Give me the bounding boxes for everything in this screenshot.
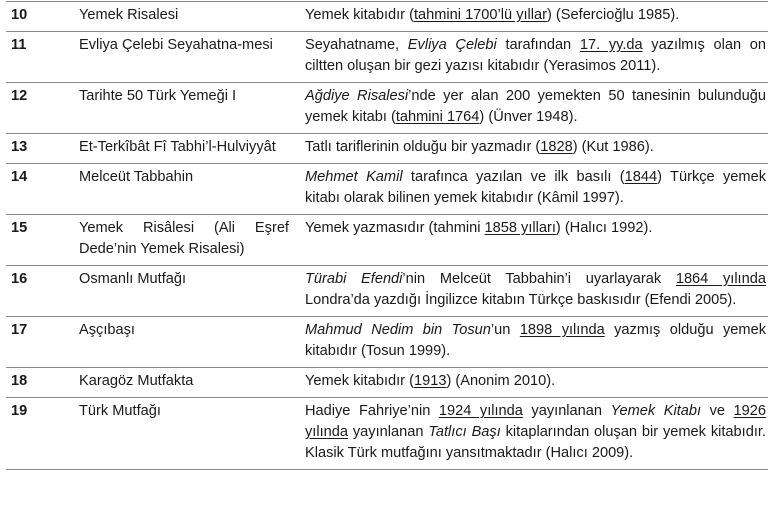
description-text: yazılmış olan on ciltten oluşan bir gezi yazısı kitabıdır (Yerasimos 2011). bbox=[305, 37, 766, 74]
book-description bbox=[293, 134, 768, 164]
description-text: ) (Kut 1986). bbox=[572, 139, 654, 155]
description-text: yayınlanan bbox=[348, 424, 429, 440]
table-row bbox=[6, 2, 768, 32]
book-description bbox=[293, 368, 768, 398]
book-title: Aşçıbaşı bbox=[79, 322, 135, 338]
table-row bbox=[6, 83, 768, 134]
row-number: 14 bbox=[11, 169, 28, 185]
book-description bbox=[293, 164, 768, 215]
row-number: 18 bbox=[11, 373, 28, 389]
description-text: yayınlanan bbox=[522, 403, 611, 419]
description-text: ) (Halıcı 1992). bbox=[555, 220, 653, 236]
description-text: ’un bbox=[490, 322, 520, 338]
date-highlight: 1844 bbox=[624, 169, 658, 185]
book-title: Yemek Risalesi bbox=[79, 7, 179, 23]
date-highlight: 1858 yılları bbox=[484, 220, 556, 236]
book-title: Türk Mutfağı bbox=[79, 403, 161, 419]
book-description bbox=[293, 32, 768, 83]
description-text: Yemek yazmasıdır (tahmini bbox=[305, 220, 485, 236]
book-description bbox=[293, 83, 768, 134]
table-row bbox=[6, 398, 768, 470]
italic-name: Türabi Efendi bbox=[305, 271, 403, 287]
description-text: Seyahatname, bbox=[305, 37, 408, 53]
book-description bbox=[293, 215, 768, 266]
date-highlight: 1926 yılında bbox=[305, 403, 766, 440]
book-description bbox=[293, 2, 768, 32]
date-highlight: 1924 yılında bbox=[438, 403, 523, 419]
row-number: 12 bbox=[11, 88, 28, 104]
cookbook-table bbox=[6, 1, 768, 470]
table-row bbox=[6, 368, 768, 398]
row-number: 17 bbox=[11, 322, 28, 338]
row-number: 11 bbox=[11, 37, 27, 53]
date-highlight: tahmini 1700’lü yıllar bbox=[413, 7, 548, 23]
description-text: ve bbox=[701, 403, 734, 419]
description-text: ’nde yer alan 200 yemekten 50 tanesinin bulunduğu yemek kitabı ( bbox=[305, 88, 766, 125]
book-title: Yemek Risâlesi (Ali Eşref Dede’nin Yemek Risalesi) bbox=[79, 220, 289, 257]
date-highlight: 17. yy.da bbox=[579, 37, 643, 53]
book-description bbox=[293, 398, 768, 470]
description-text: Yemek kitabıdır ( bbox=[305, 373, 414, 389]
book-title: Karagöz Mutfakta bbox=[79, 373, 194, 389]
table-row bbox=[6, 134, 768, 164]
italic-name: Mahmud Nedim bin Tosun bbox=[305, 322, 491, 338]
row-number: 13 bbox=[11, 139, 28, 155]
table-body bbox=[6, 2, 768, 470]
description-text: tarafından bbox=[496, 37, 580, 53]
description-text: Hadiye Fahriye’nin bbox=[305, 403, 439, 419]
book-description bbox=[293, 317, 768, 368]
table-row bbox=[6, 317, 768, 368]
description-text: ) Türkçe yemek kitabı olarak bilinen yemek kitabıdır (Kâmil 1997). bbox=[305, 169, 766, 206]
description-text: ) (Sefercioğlu 1985). bbox=[547, 7, 680, 23]
italic-name: Mehmet Kamil bbox=[305, 169, 403, 185]
book-title: Tarihte 50 Türk Yemeği I bbox=[79, 88, 237, 104]
row-number: 16 bbox=[11, 271, 28, 287]
italic-name: Yemek Kitabı bbox=[610, 403, 702, 419]
description-text: Londra’da yazdığı İngilizce kitabın Türkçe baskısıdır (Efendi 2005). bbox=[305, 292, 737, 308]
description-text: Yemek kitabıdır ( bbox=[305, 7, 414, 23]
description-text: ) (Anonim 2010). bbox=[446, 373, 556, 389]
description-text: kitaplarından oluşan bir yemek kitabıdır. Klasik Türk mutfağını yansıtmaktadır (Halıcı 2009). bbox=[305, 424, 766, 461]
table-row bbox=[6, 164, 768, 215]
description-text: ) (Ünver 1948). bbox=[479, 109, 578, 125]
italic-name: Tatlıcı Başı bbox=[428, 424, 501, 440]
row-number: 10 bbox=[11, 7, 28, 23]
italic-name: Ağdiye Risalesi bbox=[305, 88, 409, 104]
row-number: 15 bbox=[11, 220, 28, 236]
date-highlight: 1913 bbox=[413, 373, 447, 389]
description-text: yazmış olduğu yemek kitabıdır (Tosun 1999). bbox=[305, 322, 766, 359]
book-title: Et-Terkîbât Fî Tabhi’l-Hulviyyât bbox=[79, 139, 276, 155]
description-text: Tatlı tariflerinin olduğu bir yazmadır ( bbox=[305, 139, 541, 155]
table-row bbox=[6, 215, 768, 266]
book-description bbox=[293, 266, 768, 317]
date-highlight: tahmini 1764 bbox=[395, 109, 480, 125]
date-highlight: 1898 yılında bbox=[519, 322, 605, 338]
book-title: Osmanlı Mutfağı bbox=[79, 271, 187, 287]
row-number: 19 bbox=[11, 403, 28, 419]
table-row bbox=[6, 266, 768, 317]
date-highlight: 1828 bbox=[540, 139, 573, 155]
description-text: tarafınca yazılan ve ilk basılı ( bbox=[402, 169, 625, 185]
book-title: Melceüt Tabbahin bbox=[79, 169, 194, 185]
book-title: Evliya Çelebi Seyahatna-mesi bbox=[79, 37, 273, 53]
table-row bbox=[6, 32, 768, 83]
description-text: ’nin Melceüt Tabbahin’i uyarlayarak bbox=[402, 271, 676, 287]
italic-name: Evliya Çelebi bbox=[407, 37, 497, 53]
date-highlight: 1864 yılında bbox=[675, 271, 766, 287]
